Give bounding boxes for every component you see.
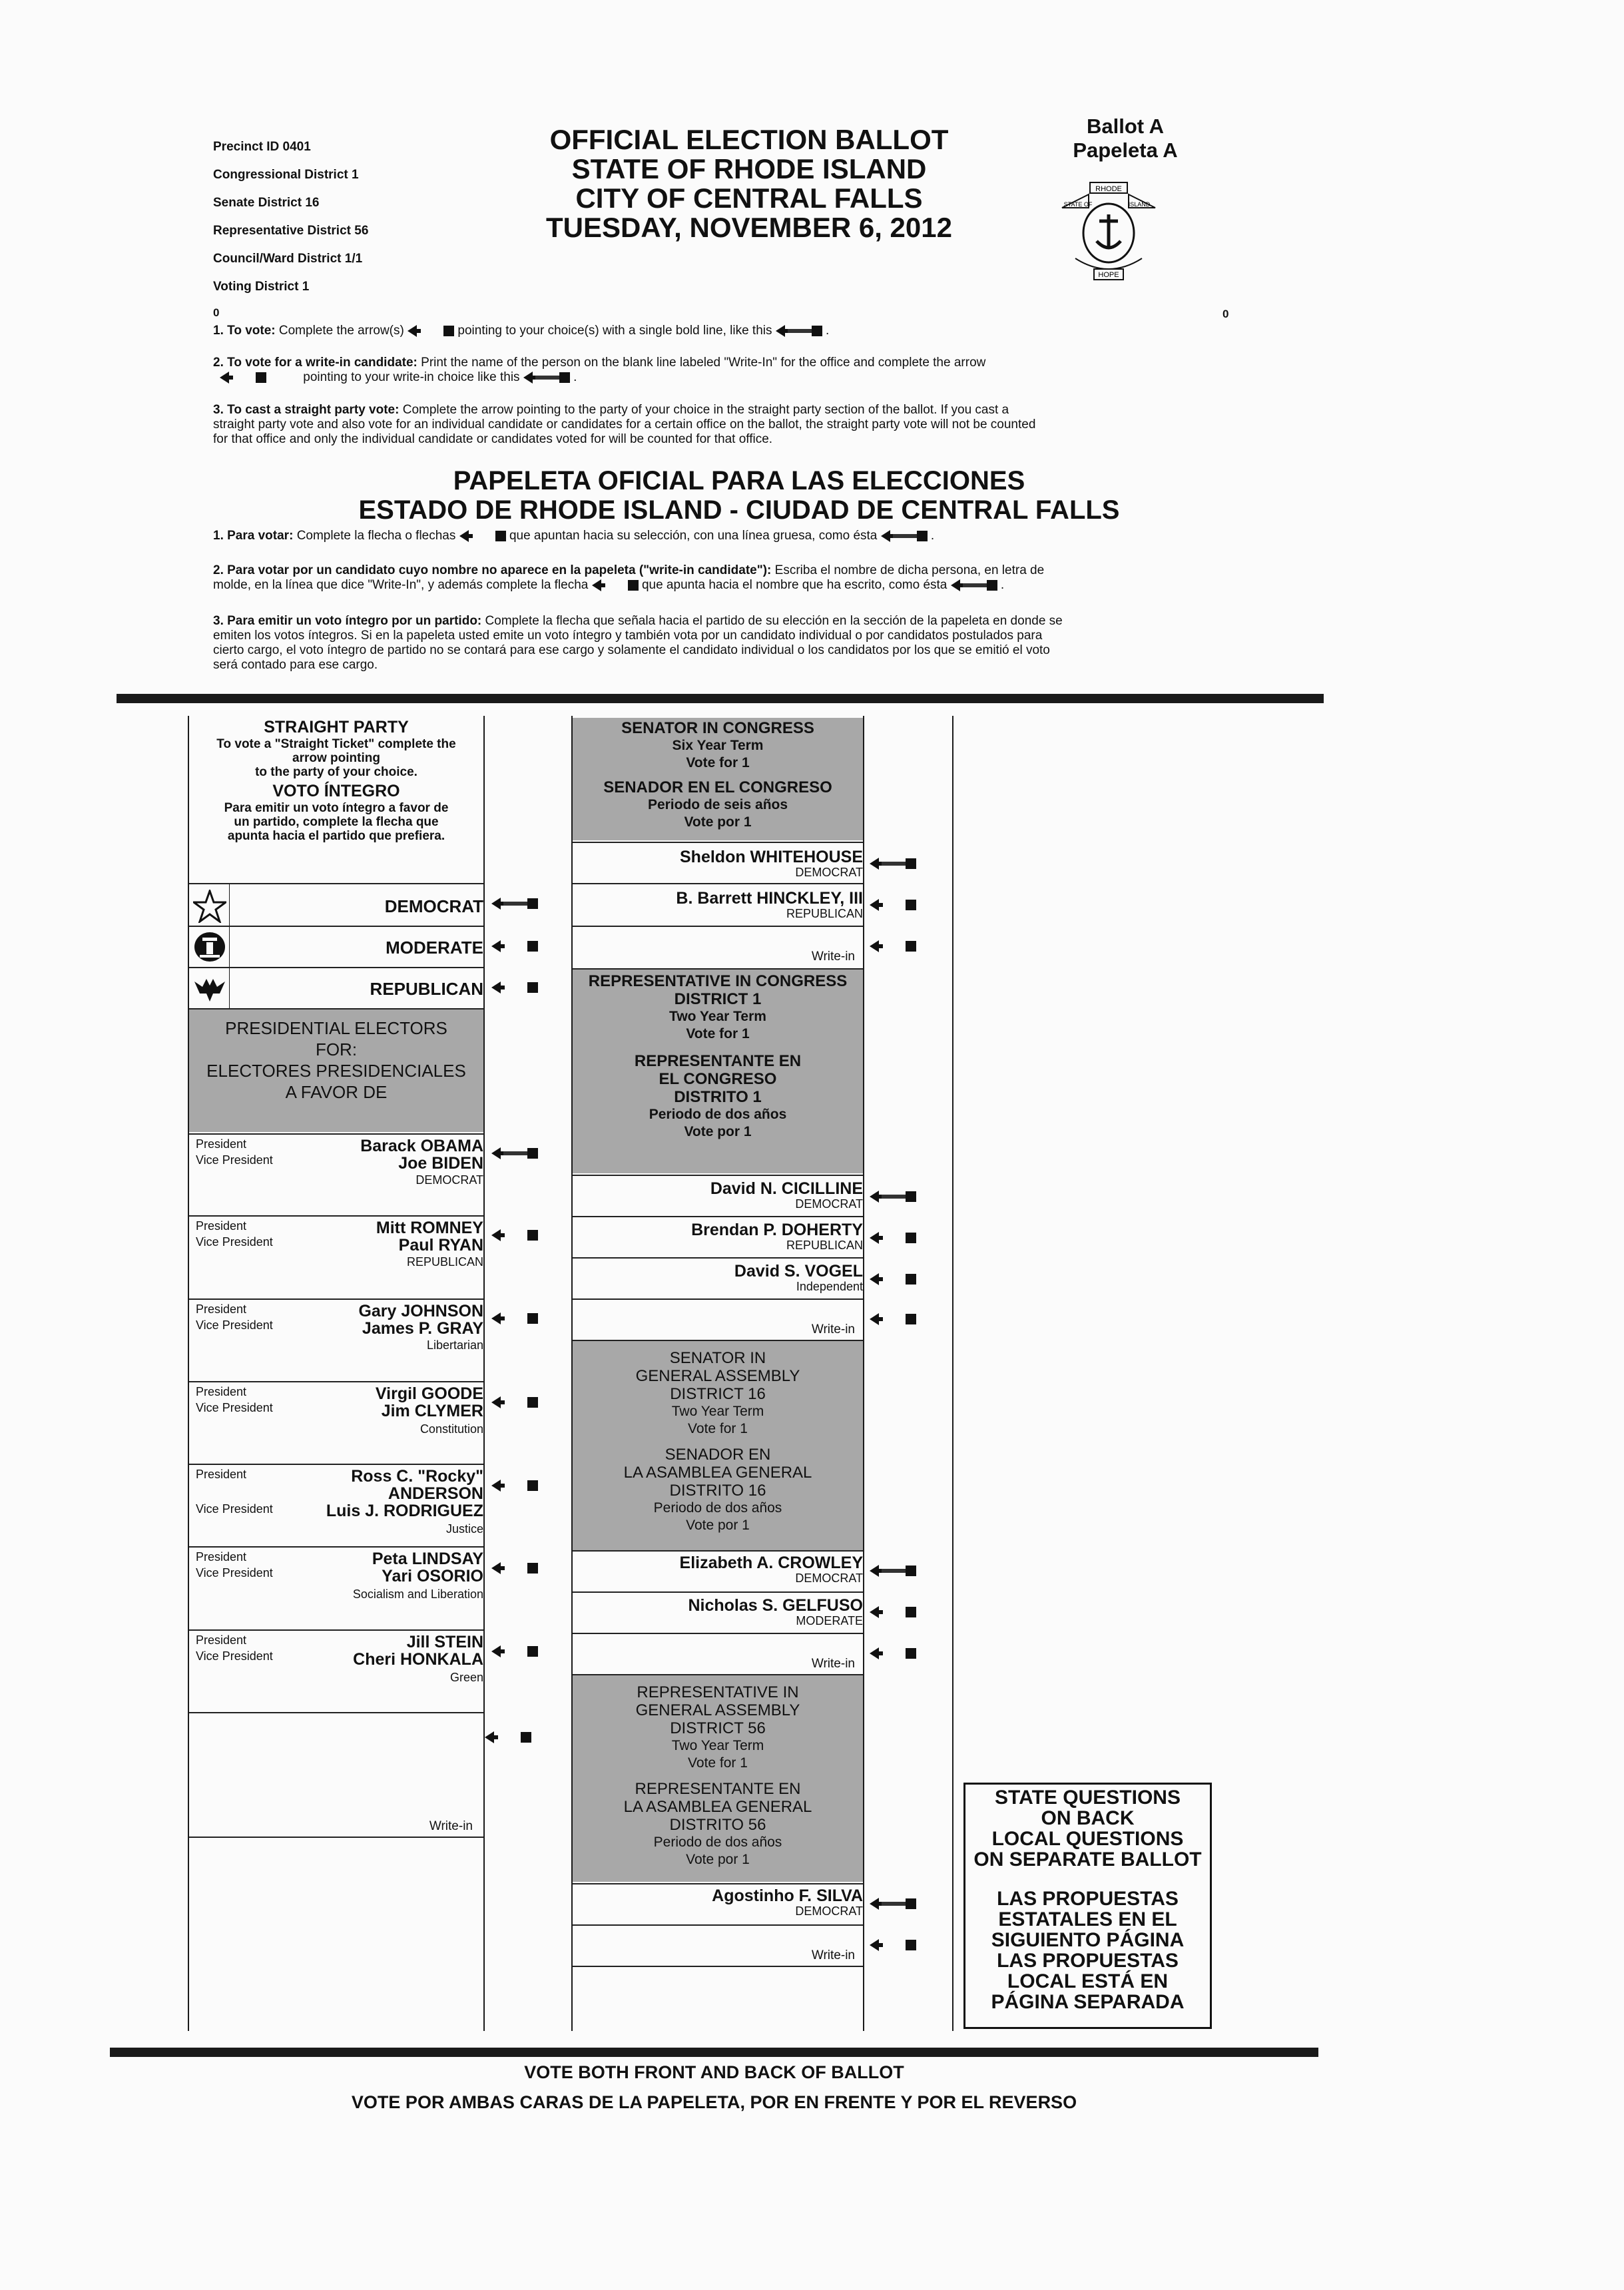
ballot-label: Ballot A bbox=[1087, 115, 1164, 138]
svg-text:STATE OF: STATE OF bbox=[1063, 201, 1093, 208]
candidate-row-cicilline[interactable]: David N. CICILLINE DEMOCRAT bbox=[573, 1175, 863, 1217]
vote-arrow-cicilline[interactable] bbox=[870, 1191, 949, 1203]
candidate-row-crowley[interactable]: Elizabeth A. CROWLEY DEMOCRAT bbox=[573, 1550, 863, 1593]
candidate-row-vogel[interactable]: David S. VOGEL Independent bbox=[573, 1257, 863, 1300]
candidate-row-silva[interactable]: Agostinho F. SILVA DEMOCRAT bbox=[573, 1883, 863, 1926]
president-write-in-line[interactable] bbox=[189, 1837, 483, 1838]
president-write-in-label: Write-in bbox=[429, 1819, 473, 1833]
vote-arrow-silva[interactable] bbox=[870, 1898, 949, 1910]
vote-arrow-democrat[interactable] bbox=[491, 898, 565, 910]
straight-party-header: STRAIGHT PARTY To vote a "Straight Ticket" complete the arrow pointing to the party of your choice. VOTO ÍNTEGRO Para emitir un voto íntegro a favor de un partido, complete la flecha que apunta hacia el partido que prefiera. bbox=[216, 718, 456, 843]
ticket-row-lindsay[interactable]: President Vice President Peta LINDSAY Yari OSORIO Socialism and Liberation bbox=[189, 1546, 483, 1629]
vote-arrow-whitehouse[interactable] bbox=[870, 858, 949, 870]
arrow-example-icon bbox=[459, 530, 506, 542]
ticket-row-stein[interactable]: President Vice President Jill STEIN Cheri HONKALA Green bbox=[189, 1629, 483, 1712]
senator-congress-header: SENATOR IN CONGRESS Six Year Term Vote for 1 SENADOR EN EL CONGRESO Periodo de seis años Vote por 1 bbox=[573, 718, 863, 840]
title-line-2: STATE OF RHODE ISLAND bbox=[571, 153, 927, 184]
svg-text:HOPE: HOPE bbox=[1098, 271, 1119, 279]
rep-ga-header: REPRESENTATIVE IN GENERAL ASSEMBLY DISTRICT 56 Two Year Term Vote for 1 REPRESENTANTE EN LA ASAMBLEA GENERAL DISTRITO 56 Periodo de dos años Vote por 1 bbox=[573, 1674, 863, 1882]
spanish-title: PAPELETA OFICIAL PARA LAS ELECCIONES ESTADO DE RHODE ISLAND - CIUDAD DE CENTRAL FALLS bbox=[358, 466, 1120, 525]
vote-arrow-moderate[interactable] bbox=[491, 940, 565, 952]
senator-ga-write-in[interactable]: Write-in bbox=[573, 1633, 863, 1675]
party-name-democrat: DEMOCRAT bbox=[384, 896, 483, 916]
senator-congress-write-in[interactable]: Write-in bbox=[573, 926, 863, 968]
bottom-divider bbox=[110, 2048, 1318, 2057]
title-line-4: TUESDAY, NOVEMBER 6, 2012 bbox=[545, 212, 952, 243]
candidate-row-hinckley[interactable]: B. Barrett HINCKLEY, III REPUBLICAN bbox=[573, 883, 863, 926]
party-name-republican: REPUBLICAN bbox=[370, 979, 483, 999]
senate-district: Senate District 16 bbox=[213, 196, 320, 210]
vote-arrow-anderson[interactable] bbox=[491, 1480, 565, 1492]
completed-arrow-example-icon bbox=[881, 530, 928, 542]
senator-ga-header: SENATOR IN GENERAL ASSEMBLY DISTRICT 16 Two Year Term Vote for 1 SENADOR EN LA ASAMBLEA GENERAL DISTRITO 16 Periodo de dos años Vote por 1 bbox=[573, 1340, 863, 1550]
rep-ga-write-in-line bbox=[573, 1966, 863, 1967]
party-name-moderate: MODERATE bbox=[386, 938, 483, 958]
footer-line-2: VOTE POR AMBAS CARAS DE LA PAPELETA, POR EN FRENTE Y POR EL REVERSO bbox=[351, 2092, 1077, 2112]
ticket-row-anderson[interactable]: President Vice President Ross C. "Rocky" ANDERSON Luis J. RODRIGUEZ Justice bbox=[189, 1464, 483, 1546]
column-1-right-border bbox=[483, 716, 485, 2031]
vote-arrow-gelfuso[interactable] bbox=[870, 1606, 949, 1618]
ticket-row-obama[interactable]: President Vice President Barack OBAMA Joe BIDEN DEMOCRAT bbox=[189, 1133, 483, 1216]
column-2-right-border bbox=[863, 716, 864, 2031]
instruccion-3: 3. Para emitir un voto íntegro por un partido: Complete la flecha que señala hacia el partido de su elección en la sección de la papeleta en donde se emiten los votos íntegros. Si en la papeleta usted emite un voto íntegro y también vota por un candidato individual o por candidatos postulados para cierto cargo, el voto íntegro de partido no se contará para ese cargo y solamente el candidato individual o los candidatos por los que se emitió el voto será contado para ese cargo. bbox=[213, 614, 1063, 672]
instruction-3: 3. To cast a straight party vote: Complete the arrow pointing to the party of your choice in the straight party section of the ballot. If you cast a straight party vote and also vote for an individual candidate or candidates for a certain office on the ballot, the straight party vote will not be counted for that office and only the individual candidate or candidates voted for will be counted for that office. bbox=[213, 403, 1036, 446]
candidate-row-whitehouse[interactable]: Sheldon WHITEHOUSE DEMOCRAT bbox=[573, 842, 863, 884]
footer-line-1: VOTE BOTH FRONT AND BACK OF BALLOT bbox=[524, 2062, 904, 2082]
representative-district: Representative District 56 bbox=[213, 224, 369, 238]
svg-text:RHODE: RHODE bbox=[1095, 185, 1122, 193]
zero-left: 0 bbox=[213, 306, 220, 319]
vote-arrow-obama[interactable] bbox=[491, 1147, 565, 1159]
completed-arrow-example-icon bbox=[951, 579, 997, 591]
candidate-row-gelfuso[interactable]: Nicholas S. GELFUSO MODERATE bbox=[573, 1591, 863, 1633]
rep-congress-write-in[interactable]: Write-in bbox=[573, 1298, 863, 1340]
vote-arrow-hinckley[interactable] bbox=[870, 899, 949, 911]
completed-arrow-example-icon bbox=[776, 325, 822, 337]
ticket-row-goode[interactable]: President Vice President Virgil GOODE Jim CLYMER Constitution bbox=[189, 1381, 483, 1464]
voting-district: Voting District 1 bbox=[213, 280, 310, 294]
candidate-row-doherty[interactable]: Brendan P. DOHERTY REPUBLICAN bbox=[573, 1216, 863, 1259]
ticket-row-romney[interactable]: President Vice President Mitt ROMNEY Paul RYAN REPUBLICAN bbox=[189, 1215, 483, 1298]
ballot-id bbox=[1039, 115, 1212, 162]
vote-arrow-republican[interactable] bbox=[491, 982, 565, 994]
arrow-example-icon bbox=[407, 325, 454, 337]
instruccion-2: 2. Para votar por un candidato cuyo nombre no aparece en la papeleta ("write-in candidate"): Escriba el nombre de dicha persona, en letra de molde, en la línea que dice "Write-In", y además complete la flecha que apunta hacia el nombre que ha escrito, como ésta . bbox=[213, 563, 1045, 592]
svg-text:ISLAND: ISLAND bbox=[1128, 201, 1151, 208]
vote-arrow-johnson[interactable] bbox=[491, 1312, 565, 1324]
precinct-id: Precinct ID 0401 bbox=[213, 140, 311, 154]
vote-arrow-rep-congress-write-in[interactable] bbox=[870, 1313, 949, 1325]
presidential-electors-header: PRESIDENTIAL ELECTORS FOR: ELECTORES PRESIDENCIALES A FAVOR DE bbox=[189, 1009, 483, 1132]
vote-arrow-senator-write-in[interactable] bbox=[870, 940, 949, 952]
vote-arrow-stein[interactable] bbox=[491, 1645, 565, 1657]
rep-ga-write-in[interactable]: Write-in bbox=[573, 1924, 863, 1967]
rhode-island-seal-icon bbox=[1055, 180, 1162, 286]
ticket-row-johnson[interactable]: President Vice President Gary JOHNSON James P. GRAY Libertarian bbox=[189, 1298, 483, 1381]
eagle-icon bbox=[193, 972, 226, 1004]
precinct-info bbox=[213, 133, 368, 301]
instruction-2: 2. To vote for a write-in candidate: Print the name of the person on the blank line labeled "Write-In" for the office and complete the arrow pointing to your write-in choice like this . bbox=[213, 356, 986, 384]
title-line-1: OFFICIAL ELECTION BALLOT bbox=[549, 124, 949, 155]
ballot-title bbox=[506, 125, 992, 242]
ticket-divider bbox=[189, 1712, 483, 1713]
vote-arrow-romney[interactable] bbox=[491, 1229, 565, 1241]
vote-arrow-senator-ga-write-in[interactable] bbox=[870, 1647, 949, 1659]
state-questions-notice: STATE QUESTIONS ON BACK LOCAL QUESTIONS ON SEPARATE BALLOT LAS PROPUESTAS ESTATALES EN EL SIGUIENTO PÁGINA LAS PROPUESTAS LOCAL ESTÁ EN PÁGINA SEPARADA bbox=[963, 1783, 1212, 2029]
vote-arrow-rep-ga-write-in[interactable] bbox=[870, 1939, 949, 1951]
instruction-1: 1. To vote: Complete the arrow(s) pointing to your choice(s) with a single bold line, like this . bbox=[213, 324, 830, 338]
party-row-democrat[interactable] bbox=[189, 884, 483, 926]
zero-right: 0 bbox=[1222, 308, 1229, 320]
party-row-moderate[interactable] bbox=[189, 927, 483, 967]
vote-arrow-president-write-in[interactable] bbox=[485, 1731, 565, 1743]
vote-arrow-vogel[interactable] bbox=[870, 1273, 949, 1285]
vote-arrow-crowley[interactable] bbox=[870, 1565, 949, 1577]
moderate-emblem-icon bbox=[193, 931, 226, 963]
vote-arrow-lindsay[interactable] bbox=[491, 1562, 565, 1574]
rep-congress-header: REPRESENTATIVE IN CONGRESS DISTRICT 1 Two Year Term Vote for 1 REPRESENTANTE EN EL CONGRESO DISTRITO 1 Periodo de dos años Vote por 1 bbox=[573, 968, 863, 1173]
column-3-left-border bbox=[952, 716, 953, 2031]
star-icon bbox=[193, 890, 226, 923]
instruccion-1: 1. Para votar: Complete la flecha o flechas que apuntan hacia su selección, con una línea gruesa, como ésta . bbox=[213, 529, 935, 543]
arrow-example-icon bbox=[220, 372, 300, 384]
papeleta-label: Papeleta A bbox=[1073, 139, 1178, 162]
top-divider bbox=[117, 694, 1324, 703]
party-row-republican[interactable] bbox=[189, 968, 483, 1008]
congressional-district: Congressional District 1 bbox=[213, 168, 359, 182]
vote-arrow-goode[interactable] bbox=[491, 1396, 565, 1408]
vote-arrow-doherty[interactable] bbox=[870, 1232, 949, 1244]
council-ward-district: Council/Ward District 1/1 bbox=[213, 252, 363, 266]
arrow-example-icon bbox=[592, 579, 639, 591]
completed-arrow-example-icon bbox=[523, 372, 570, 384]
title-line-3: CITY OF CENTRAL FALLS bbox=[575, 182, 923, 214]
